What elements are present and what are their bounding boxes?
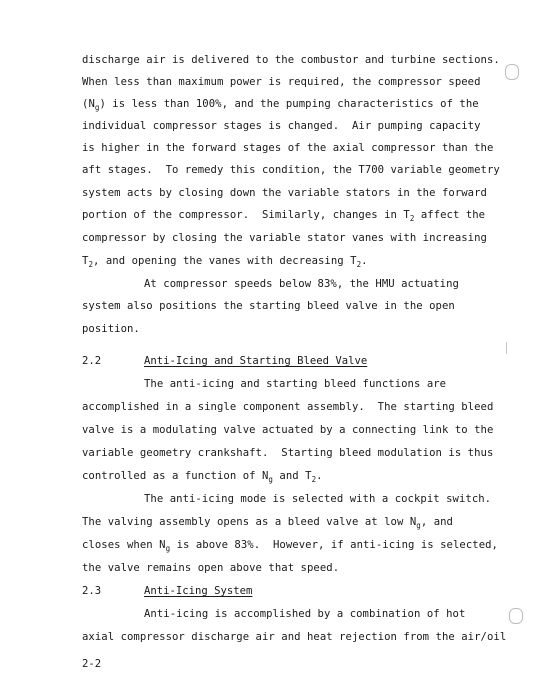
text-line: is higher in the forward stages of the axial compressor than the (82, 142, 494, 154)
text-line (82, 469, 323, 483)
text-line: individual compressor stages is changed. Air pumping capacity (82, 120, 481, 132)
subscript-g: g (416, 521, 421, 530)
section-title: Anti-Icing System (144, 585, 253, 597)
subscript-g: g (94, 103, 100, 112)
text-line: The anti-icing and starting bleed functions are (144, 378, 447, 390)
text-line: system also positions the starting bleed valve in the open (82, 300, 455, 312)
subscript-2: 2 (311, 475, 317, 484)
subscript-2: 2 (88, 260, 94, 269)
text-line: position. (82, 323, 140, 335)
text-line: axial compressor discharge air and heat rejection from the air/oil (82, 631, 507, 643)
text-line (82, 254, 368, 268)
subscript-2: 2 (356, 260, 362, 269)
section-number: 2.2 (82, 355, 102, 367)
text-run: and (273, 470, 306, 482)
text-run: affect the (414, 209, 486, 221)
text-run: is above 83%. However, if anti-icing is selected, (170, 539, 498, 551)
section-number: 2.3 (82, 585, 102, 597)
subscript-g: g (165, 544, 171, 553)
symbol-n: N (88, 98, 95, 110)
text-line (82, 538, 498, 552)
symbol-t: T (82, 255, 89, 267)
text-line: When less than maximum power is required, the compressor speed (82, 76, 481, 88)
text-run: , and opening the vanes with decreasing T (93, 255, 357, 267)
text-line: system acts by closing down the variable stators in the forward (82, 187, 487, 199)
text-run: . (361, 255, 368, 267)
text-line: discharge air is delivered to the combustor and turbine sections. (82, 54, 500, 66)
subscript-g: g (268, 475, 273, 484)
text-run: . (316, 470, 323, 482)
symbol-t: T (305, 470, 312, 482)
text-run: ( (82, 98, 89, 110)
margin-mark-bottom (509, 608, 523, 624)
text-line: the valve remains open above that speed. (82, 562, 340, 574)
text-run: The valving assembly opens as a bleed valve at low N (82, 516, 417, 528)
page-number: 2-2 (82, 658, 102, 670)
text-line: variable geometry crankshaft. Starting bleed modulation is thus (82, 447, 494, 459)
text-line: At compressor speeds below 83%, the HMU actuating (144, 278, 459, 290)
text-run: , and (420, 516, 453, 528)
text-line (82, 97, 479, 111)
text-line (82, 208, 485, 222)
section-title: Anti-Icing and Starting Bleed Valve (144, 355, 368, 367)
text-run: closes when N (82, 539, 166, 551)
text-line: aft stages. To remedy this condition, the T700 variable geometry (82, 164, 500, 176)
text-line: Anti-icing is accomplished by a combination of hot (144, 608, 466, 620)
margin-mark-top (505, 64, 519, 80)
text-run: portion of the compressor. Similarly, changes in T (82, 209, 410, 221)
text-line: compressor by closing the variable stator vanes with increasing (82, 232, 487, 244)
text-line: The anti-icing mode is selected with a cockpit switch. (144, 493, 492, 505)
margin-tick (506, 342, 507, 354)
text-line: accomplished in a single component assembly. The starting bleed (82, 401, 494, 413)
text-line: valve is a modulating valve actuated by a connecting link to the (82, 424, 494, 436)
text-run: controlled as a function of N (82, 470, 269, 482)
text-line (82, 515, 453, 529)
subscript-2: 2 (409, 214, 415, 223)
text-run: ) is less than 100%, and the pumping characteristics of the (99, 98, 479, 110)
